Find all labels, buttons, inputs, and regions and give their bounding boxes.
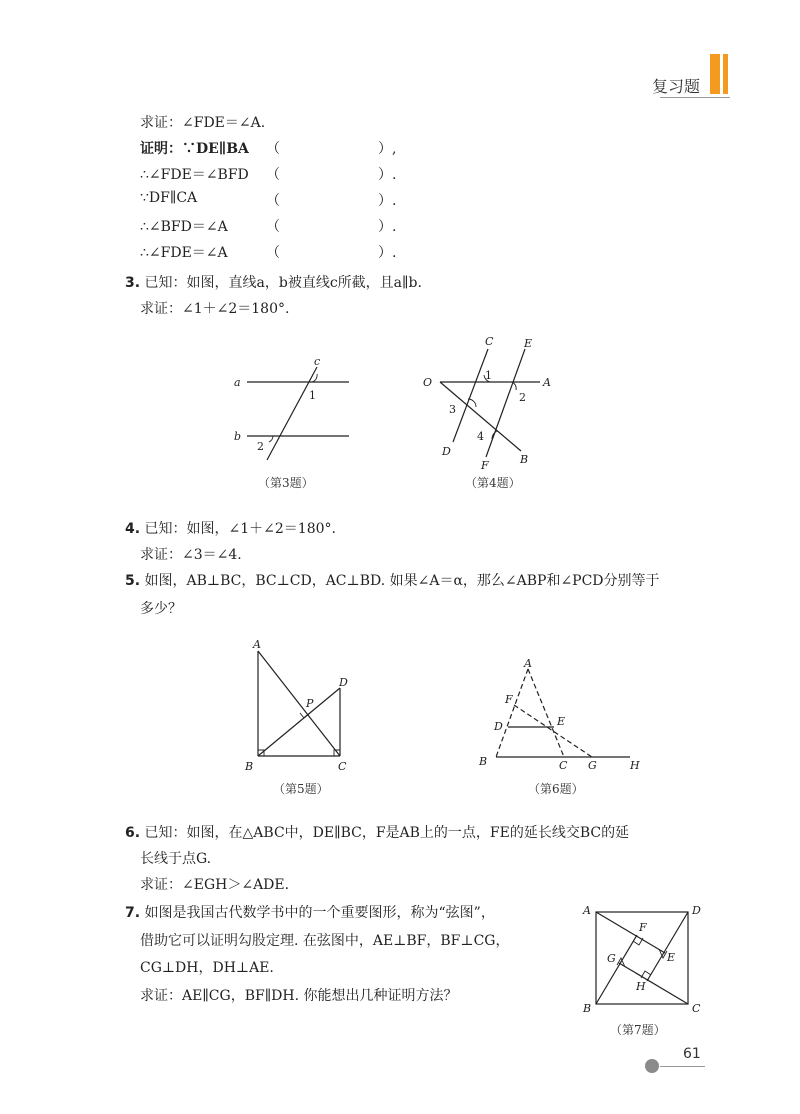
proof-step-1: 证明：∵DE∥BA xyxy=(140,141,249,157)
label-E: E xyxy=(524,337,533,350)
figure-3 xyxy=(225,350,365,465)
label-angle-4: 4 xyxy=(477,430,484,443)
label-G: G xyxy=(588,759,597,772)
question-number: 7. xyxy=(125,905,141,921)
label-D: D xyxy=(494,720,503,733)
question-3 xyxy=(125,272,422,292)
question-text: 已知：如图，∠1＋∠2＝180°. xyxy=(144,521,336,537)
label-H: H xyxy=(636,980,646,993)
label-D: D xyxy=(442,445,451,458)
label-E: E xyxy=(557,715,566,728)
question-7-line-2: 借助它可以证明勾股定理. 在弦图中，AE⊥BF，BF⊥CG， xyxy=(140,933,510,949)
label-F: F xyxy=(481,459,489,472)
label-C: C xyxy=(559,759,568,772)
segment-AB xyxy=(496,669,528,757)
question-text: 已知：如图，直线a，b被直线c所截，且a∥b. xyxy=(144,275,422,291)
question-number: 6. xyxy=(125,825,141,841)
question-3-prove: 求证：∠1＋∠2＝180°. xyxy=(140,301,290,317)
section-title: 复习题 xyxy=(652,77,701,96)
question-6 xyxy=(125,822,629,842)
figure-3-caption: （第3题） xyxy=(258,476,314,490)
label-angle-2: 2 xyxy=(519,391,526,404)
label-F: F xyxy=(505,693,513,706)
segment-AC xyxy=(258,651,340,756)
question-7-prove: 求证：AE∥CG，BF∥DH. 你能想出几种证明方法？ xyxy=(140,988,458,1004)
question-5-line-2: 多少？ xyxy=(140,601,182,617)
figure-6-caption: （第6题） xyxy=(528,782,584,796)
figure-5 xyxy=(240,636,365,776)
footer-rule xyxy=(660,1066,705,1067)
label-F: F xyxy=(639,921,647,934)
figure-4 xyxy=(418,333,568,473)
angle-2-arc xyxy=(269,436,273,442)
question-6-prove: 求证：∠EGH＞∠ADE. xyxy=(140,877,290,893)
figure-6 xyxy=(472,655,647,775)
segment-AC xyxy=(528,669,564,757)
label-E: E xyxy=(667,951,676,964)
label-D: D xyxy=(339,676,348,689)
question-6-line-2: 长线于点G. xyxy=(140,851,212,867)
question-number: 4. xyxy=(125,521,141,537)
proof-reason-4: （ ）. xyxy=(266,219,397,235)
question-number: 5. xyxy=(125,573,141,589)
proof-reason-2: （ ）. xyxy=(266,167,397,183)
question-5 xyxy=(125,570,660,590)
page-marker-dot xyxy=(645,1059,659,1073)
question-text: 已知：如图，在△ABC中，DE∥BC，F是AB上的一点，FE的延长线交BC的延 xyxy=(144,825,630,841)
header-rule xyxy=(660,97,730,98)
label-B: B xyxy=(479,755,488,768)
question-7 xyxy=(125,902,495,922)
label-C: C xyxy=(692,1002,701,1015)
label-angle-1: 1 xyxy=(309,389,316,402)
line-c xyxy=(267,367,317,460)
label-P: P xyxy=(306,697,314,710)
question-number: 3. xyxy=(125,275,141,291)
proof-reason-5: （ ）. xyxy=(266,245,397,261)
page-number: 61 xyxy=(683,1046,701,1062)
proof-reason-3: （ ）. xyxy=(266,193,397,209)
proof-step-5: ∴∠FDE＝∠A xyxy=(140,245,228,261)
figure-5-caption: （第5题） xyxy=(273,782,329,796)
segment-BD xyxy=(258,688,340,756)
line-CD xyxy=(453,349,488,442)
label-A: A xyxy=(253,638,261,651)
label-H: H xyxy=(630,759,640,772)
proof-step-2: ∴∠FDE＝∠BFD xyxy=(140,167,249,183)
prove-statement: 求证：∠FDE＝∠A. xyxy=(140,115,266,131)
label-B: B xyxy=(520,453,529,466)
question-4 xyxy=(125,518,336,538)
label-angle-3: 3 xyxy=(449,403,456,416)
label-c: c xyxy=(314,355,321,368)
label-A: A xyxy=(543,376,551,389)
figure-7-caption: （第7题） xyxy=(610,1023,666,1037)
proof-step-3: ∵DF∥CA xyxy=(140,190,198,206)
accent-bar xyxy=(710,54,720,94)
label-A: A xyxy=(524,657,532,670)
label-angle-1: 1 xyxy=(485,369,492,382)
label-O: O xyxy=(423,376,433,389)
label-B: B xyxy=(583,1002,592,1015)
proof-reason-1: （ ）, xyxy=(266,141,397,157)
figure-4-caption: （第4题） xyxy=(465,476,521,490)
figure-7 xyxy=(578,900,708,1018)
question-text: 如图，AB⊥BC，BC⊥CD，AC⊥BD. 如果∠A＝α，那么∠ABP和∠PCD分别等于 xyxy=(144,573,660,589)
question-4-prove: 求证：∠3＝∠4. xyxy=(140,547,242,563)
label-b: b xyxy=(234,430,242,443)
proof-step-4: ∴∠BFD＝∠A xyxy=(140,219,228,235)
label-C: C xyxy=(485,335,494,348)
label-G: G xyxy=(607,952,616,965)
question-7-line-3: CG⊥DH，DH⊥AE. xyxy=(140,960,274,976)
label-angle-2: 2 xyxy=(257,440,264,453)
label-a: a xyxy=(234,376,241,389)
label-B: B xyxy=(245,760,254,773)
label-C: C xyxy=(338,760,347,773)
question-text: 如图是我国古代数学书中的一个重要图形，称为“弦图”， xyxy=(144,905,495,921)
accent-bar-thin xyxy=(723,54,728,94)
label-A: A xyxy=(583,904,591,917)
label-D: D xyxy=(692,904,701,917)
